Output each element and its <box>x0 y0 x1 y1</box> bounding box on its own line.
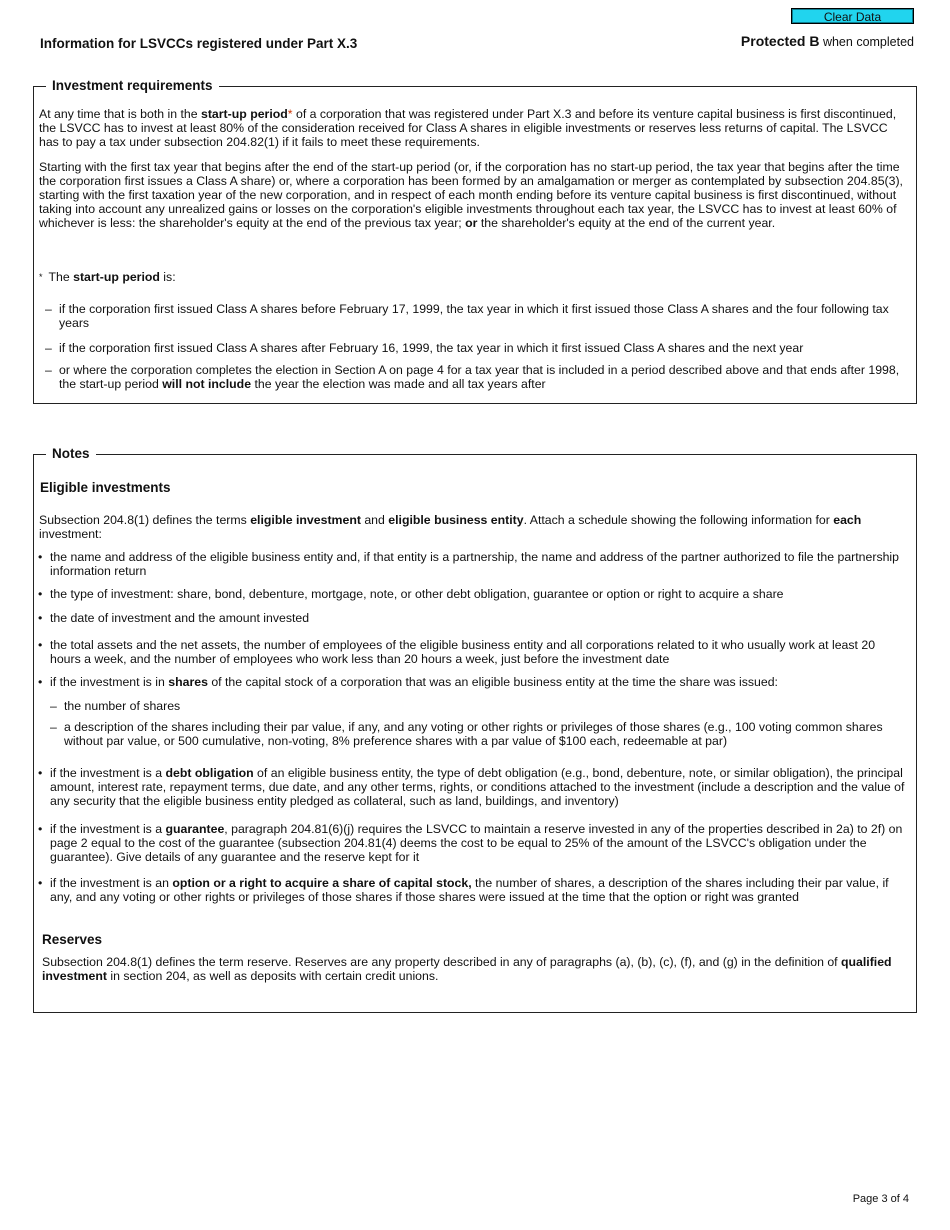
form-title: Information for LSVCCs registered under Part X.3 <box>40 36 358 51</box>
startup-dash-item: – if the corporation first issued Class A shares after February 16, 1999, the tax year in which it first issued Class A shares and the next year <box>45 341 804 355</box>
eligible-bullet-item: • the name and address of the eligible business entity and, if that entity is a partnership, the name and address of the partner authorized to file the partnership information return <box>38 550 900 578</box>
startup-dash-item: – if the corporation first issued Class A shares before February 17, 1999, the tax year in which it first issued those Class A shares and the four following tax years <box>45 302 889 330</box>
investment-requirements-legend: Investment requirements <box>46 78 219 94</box>
eligible-intro: Subsection 204.8(1) defines the terms eligible investment and eligible business entity. Attach a schedule showing the following information for each investment: <box>39 513 862 541</box>
protected-b-label: Protected B when completed <box>740 33 914 49</box>
notes-legend: Notes <box>46 446 96 462</box>
page-number: Page 3 of 4 <box>852 1193 909 1205</box>
clear-data-button[interactable]: Clear Data <box>791 8 914 24</box>
eligible-bullet-item: • the total assets and the net assets, the number of employees of the eligible business entity and all corporations related to it who usually work at least 20 hours a week, and the number of employees who work less than 20 hours a week, just before the investment date <box>38 638 876 666</box>
reserves-paragraph: Subsection 204.8(1) defines the term reserve. Reserves are any property described in any of paragraphs (a), (b), (c), (f), and (g) in the definition of qualified investment in section 204, as well as deposits with certain credit unions. <box>42 955 892 983</box>
eligible-bullet-item: • if the investment is an option or a right to acquire a share of capital stock, the number of shares, a description of the shares including their par value, if any, and any voting or other rights or privileges of those shares if those shares were issued at the time that the option or right was granted <box>38 876 889 904</box>
eligible-investments-heading: Eligible investments <box>40 480 171 495</box>
requirements-paragraph-1: At any time that is both in the start-up period* of a corporation that was registered under Part X.3 and before its venture capital business is first discontinued, the LSVCC has to invest at least 80% of the consideration received for Class A shares in eligible investments or reserves less returns of capital. The LSVCC has to pay a tax under subsection 204.82(1) if it fails to meet these requirements. <box>39 107 897 149</box>
requirements-paragraph-2: Starting with the first tax year that begins after the end of the start-up period (or, if the corporation has no start-up period, the tax year that begins after the time the corporation first issues a Class A share) or, where a corporation has been formed by an amalgamation or merger as contemplated by subsection 204.85(3), starting with the first taxation year of the new corporation, and in respect of each month ending before its venture capital business is first discontinued, without taking into account any unrealized gains or losses on the corporation's eligible investments throughout each tax year, the LSVCC has to invest at least 60% of whichever is less: the shareholder's equity at the end of the previous tax year; or the shareholder's equity at the end of the current year. <box>39 160 903 230</box>
shares-dash-item: – the number of shares <box>50 699 181 713</box>
eligible-bullet-item: • the date of investment and the amount invested <box>38 611 310 625</box>
eligible-bullet-item: • the type of investment: share, bond, debenture, mortgage, note, or other debt obligation, guarantee or option or right to acquire a share <box>38 587 784 601</box>
startup-dash-item: – or where the corporation completes the election in Section A on page 4 for a tax year that is included in a period described above and that ends after 1998, the start-up period will not include the year the election was made and all tax years after <box>45 363 900 391</box>
eligible-bullet-item: • if the investment is a guarantee, paragraph 204.81(6)(j) requires the LSVCC to maintain a reserve invested in any of the properties described in 2a) to 2f) on page 2 equal to the cost of the guarantee (subsection 204.81(4) deems the cost to be equal to 25% of the amount of the LSVCC's obligation under the guarantee). Give details of any guarantee and the reserve kept for it <box>38 822 903 864</box>
eligible-bullet-item: • if the investment is a debt obligation of an eligible business entity, the type of debt obligation (e.g., bond, debenture, note, or similar obligation), the principal amount, interest rate, repayment terms, due date, and any other terms, rights, or conditions attached to the investment (include a description and the value of any security that the eligible business entity pledged as collateral, such as land, buildings, and inventory) <box>38 766 905 808</box>
notes-section <box>33 446 917 1013</box>
investment-requirements-section <box>33 78 917 404</box>
startup-period-note: * The start-up period is: <box>39 270 176 284</box>
shares-dash-item: – a description of the shares including their par value, if any, and any voting or other rights or privileges of those shares (e.g., 100 voting common shares without par value, or 500 cumulative, non-voting, 8% preference shares with a par value of $100 each, redeemable at par) <box>50 720 883 748</box>
reserves-heading: Reserves <box>42 932 103 947</box>
eligible-bullet-item: • if the investment is in shares of the capital stock of a corporation that was an eligible business entity at the time the share was issued: <box>38 675 778 689</box>
